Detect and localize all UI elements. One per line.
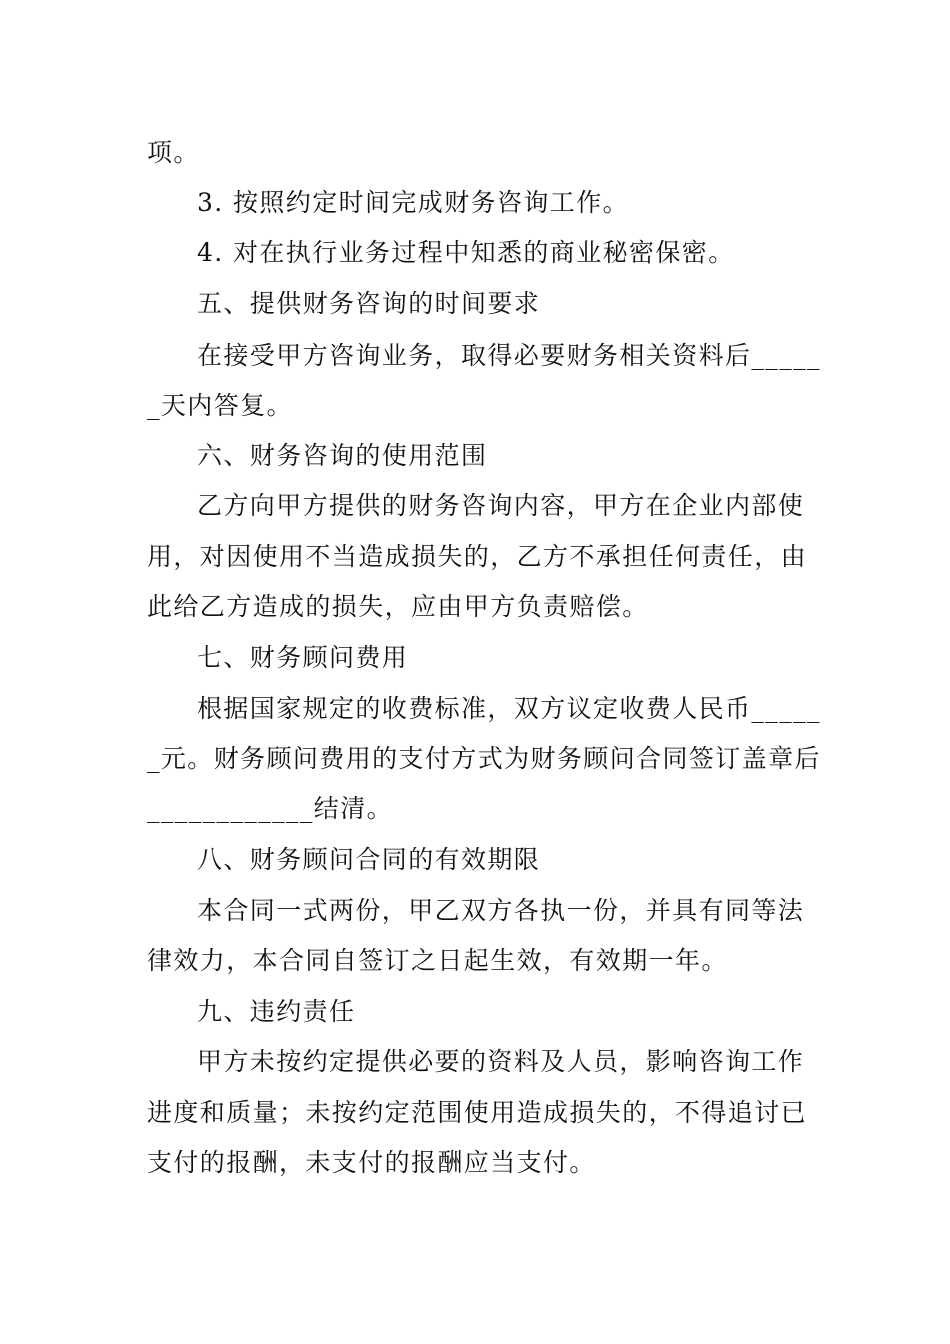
section-heading: 七、财务顾问费用 xyxy=(197,643,409,672)
text-line: 本合同一式两份，甲乙双方各执一份，并具有同等法 xyxy=(197,896,805,925)
text-line: _天内答复。 xyxy=(147,391,293,420)
text-line: 3. 按照约定时间完成财务咨询工作。 xyxy=(197,188,630,217)
text-line: ____________结清。 xyxy=(147,794,394,823)
text-line: 甲方未按约定提供必要的资料及人员，影响咨询工作 xyxy=(197,1047,805,1076)
text-line: 4. 对在执行业务过程中知悉的商业秘密保密。 xyxy=(197,238,735,267)
text-line: 项。 xyxy=(147,138,200,167)
text-line: 律效力，本合同自签订之日起生效，有效期一年。 xyxy=(147,946,728,975)
section-heading: 六、财务咨询的使用范围 xyxy=(197,441,488,470)
text-line: 进度和质量；未按约定范围使用造成损失的，不得追讨已 xyxy=(147,1098,808,1127)
text-line: _元。财务顾问费用的支付方式为财务顾问合同签订盖章后 xyxy=(147,744,821,773)
text-line: 用，对因使用不当造成损失的，乙方不承担任何责任，由 xyxy=(147,542,808,571)
text-line: 此给乙方造成的损失，应由甲方负责赔偿。 xyxy=(147,592,649,621)
section-heading: 五、提供财务咨询的时间要求 xyxy=(197,289,541,318)
text-line: 根据国家规定的收费标准，双方议定收费人民币_____ xyxy=(197,694,821,723)
section-heading: 八、财务顾问合同的有效期限 xyxy=(197,845,541,874)
text-line: 支付的报酬，未支付的报酬应当支付。 xyxy=(147,1148,596,1177)
text-line: 乙方向甲方提供的财务咨询内容，甲方在企业内部使 xyxy=(197,491,805,520)
text-line: 在接受甲方咨询业务，取得必要财务相关资料后_____ xyxy=(197,341,821,370)
section-heading: 九、违约责任 xyxy=(197,997,356,1026)
